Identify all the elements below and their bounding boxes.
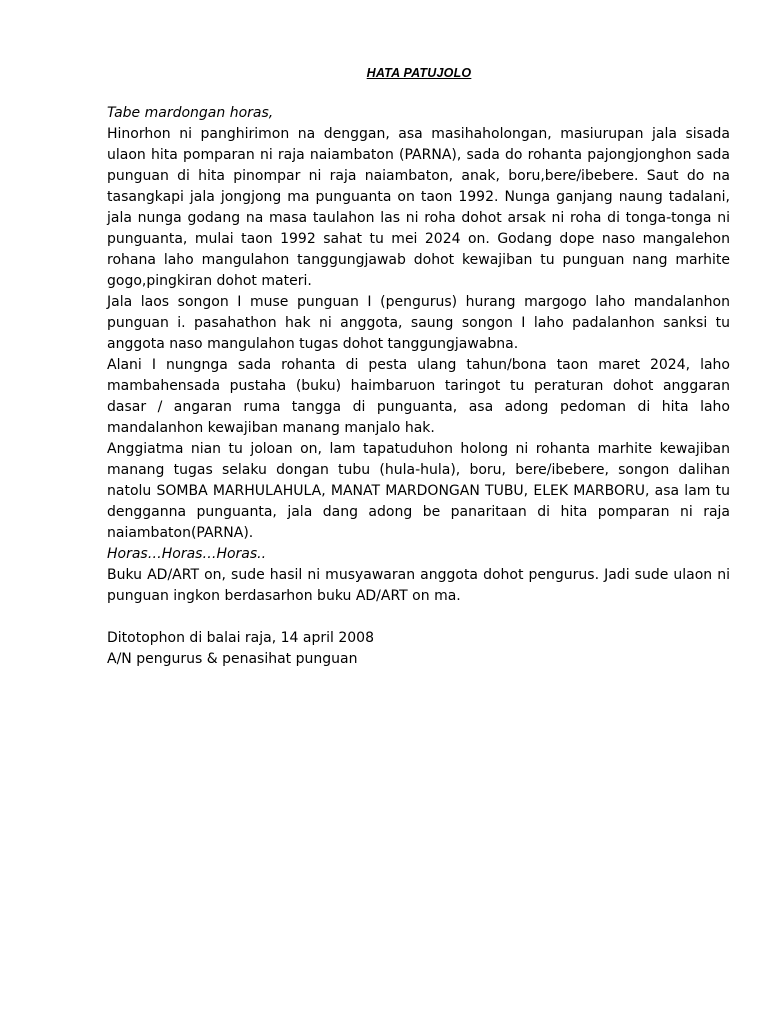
closing-greeting: Horas…Horas…Horas.. [107,546,267,562]
paragraph-2: Jala laos songon I muse punguan I (pengurus) hurang margogo laho mandalanhon punguan i. pasahathon hak ni anggota, saung songon I laho padalanhon sanksi tu anggota naso mangulahon tugas dohot tanggungjawabna. [107,294,730,352]
paragraph-1: Hinorhon ni panghirimon na denggan, asa masihaholongan, masiurupan jala sisada ulaon hita pomparan ni raja naiambaton (PARNA), sada do rohanta pajongjonghon sada punguan di hita pinompar ni raja naiambaton, anak, boru,bere/ibebere. Saut do na tasangkapi jala jongjong ma punguanta on taon 1992. Nunga ganjang naung tadalani, jala nunga godang na masa taulahon las ni roha dohot arsak ni roha di tonga-tonga ni punguanta, mulai taon 1992 sahat tu mei 2024 on. Godang dope naso mangalehon rohana laho mangulahon tanggungjawab dohot kewajiban tu punguan nang marhite gogo,pingkiran dohot materi. [107,126,730,289]
paragraph-4: Anggiatma nian tu joloan on, lam tapatuduhon holong ni rohanta marhite kewajiban manang tugas selaku dongan tubu (hula-hula), boru, bere/ibebere, songon dalihan natolu SOMBA MARHULAHULA, MANAT MARDONGAN TUBU, ELEK MARBORU, asa lam tu dengganna punguanta, jala dang adong be panaritaan di hita pomparan ni raja naiambaton(PARNA). [107,441,730,541]
greeting-line: Tabe mardongan horas, [107,105,274,121]
paragraph-3: Alani I nungnga sada rohanta di pesta ulang tahun/bona taon maret 2024, laho mambahensada pustaha (buku) haimbaruon taringot tu peraturan dohot anggaran dasar / angaran ruma tangga di punguanta, asa adong pedoman di hita laho mandalanhon kewajiban manang manjalo hak. [107,357,730,436]
document-body [107,103,730,670]
spacer [107,607,730,628]
document-title: HATA PATUJOLO [366,66,472,80]
final-paragraph: Buku AD/ART on, sude hasil ni musyawaran anggota dohot pengurus. Jadi sude ulaon ni punguan ingkon berdasarhon buku AD/ART on ma. [107,567,730,604]
place-date-line: Ditotophon di balai raja, 14 april 2008 [107,630,374,646]
signatory-line: A/N pengurus & penasihat punguan [107,651,358,667]
